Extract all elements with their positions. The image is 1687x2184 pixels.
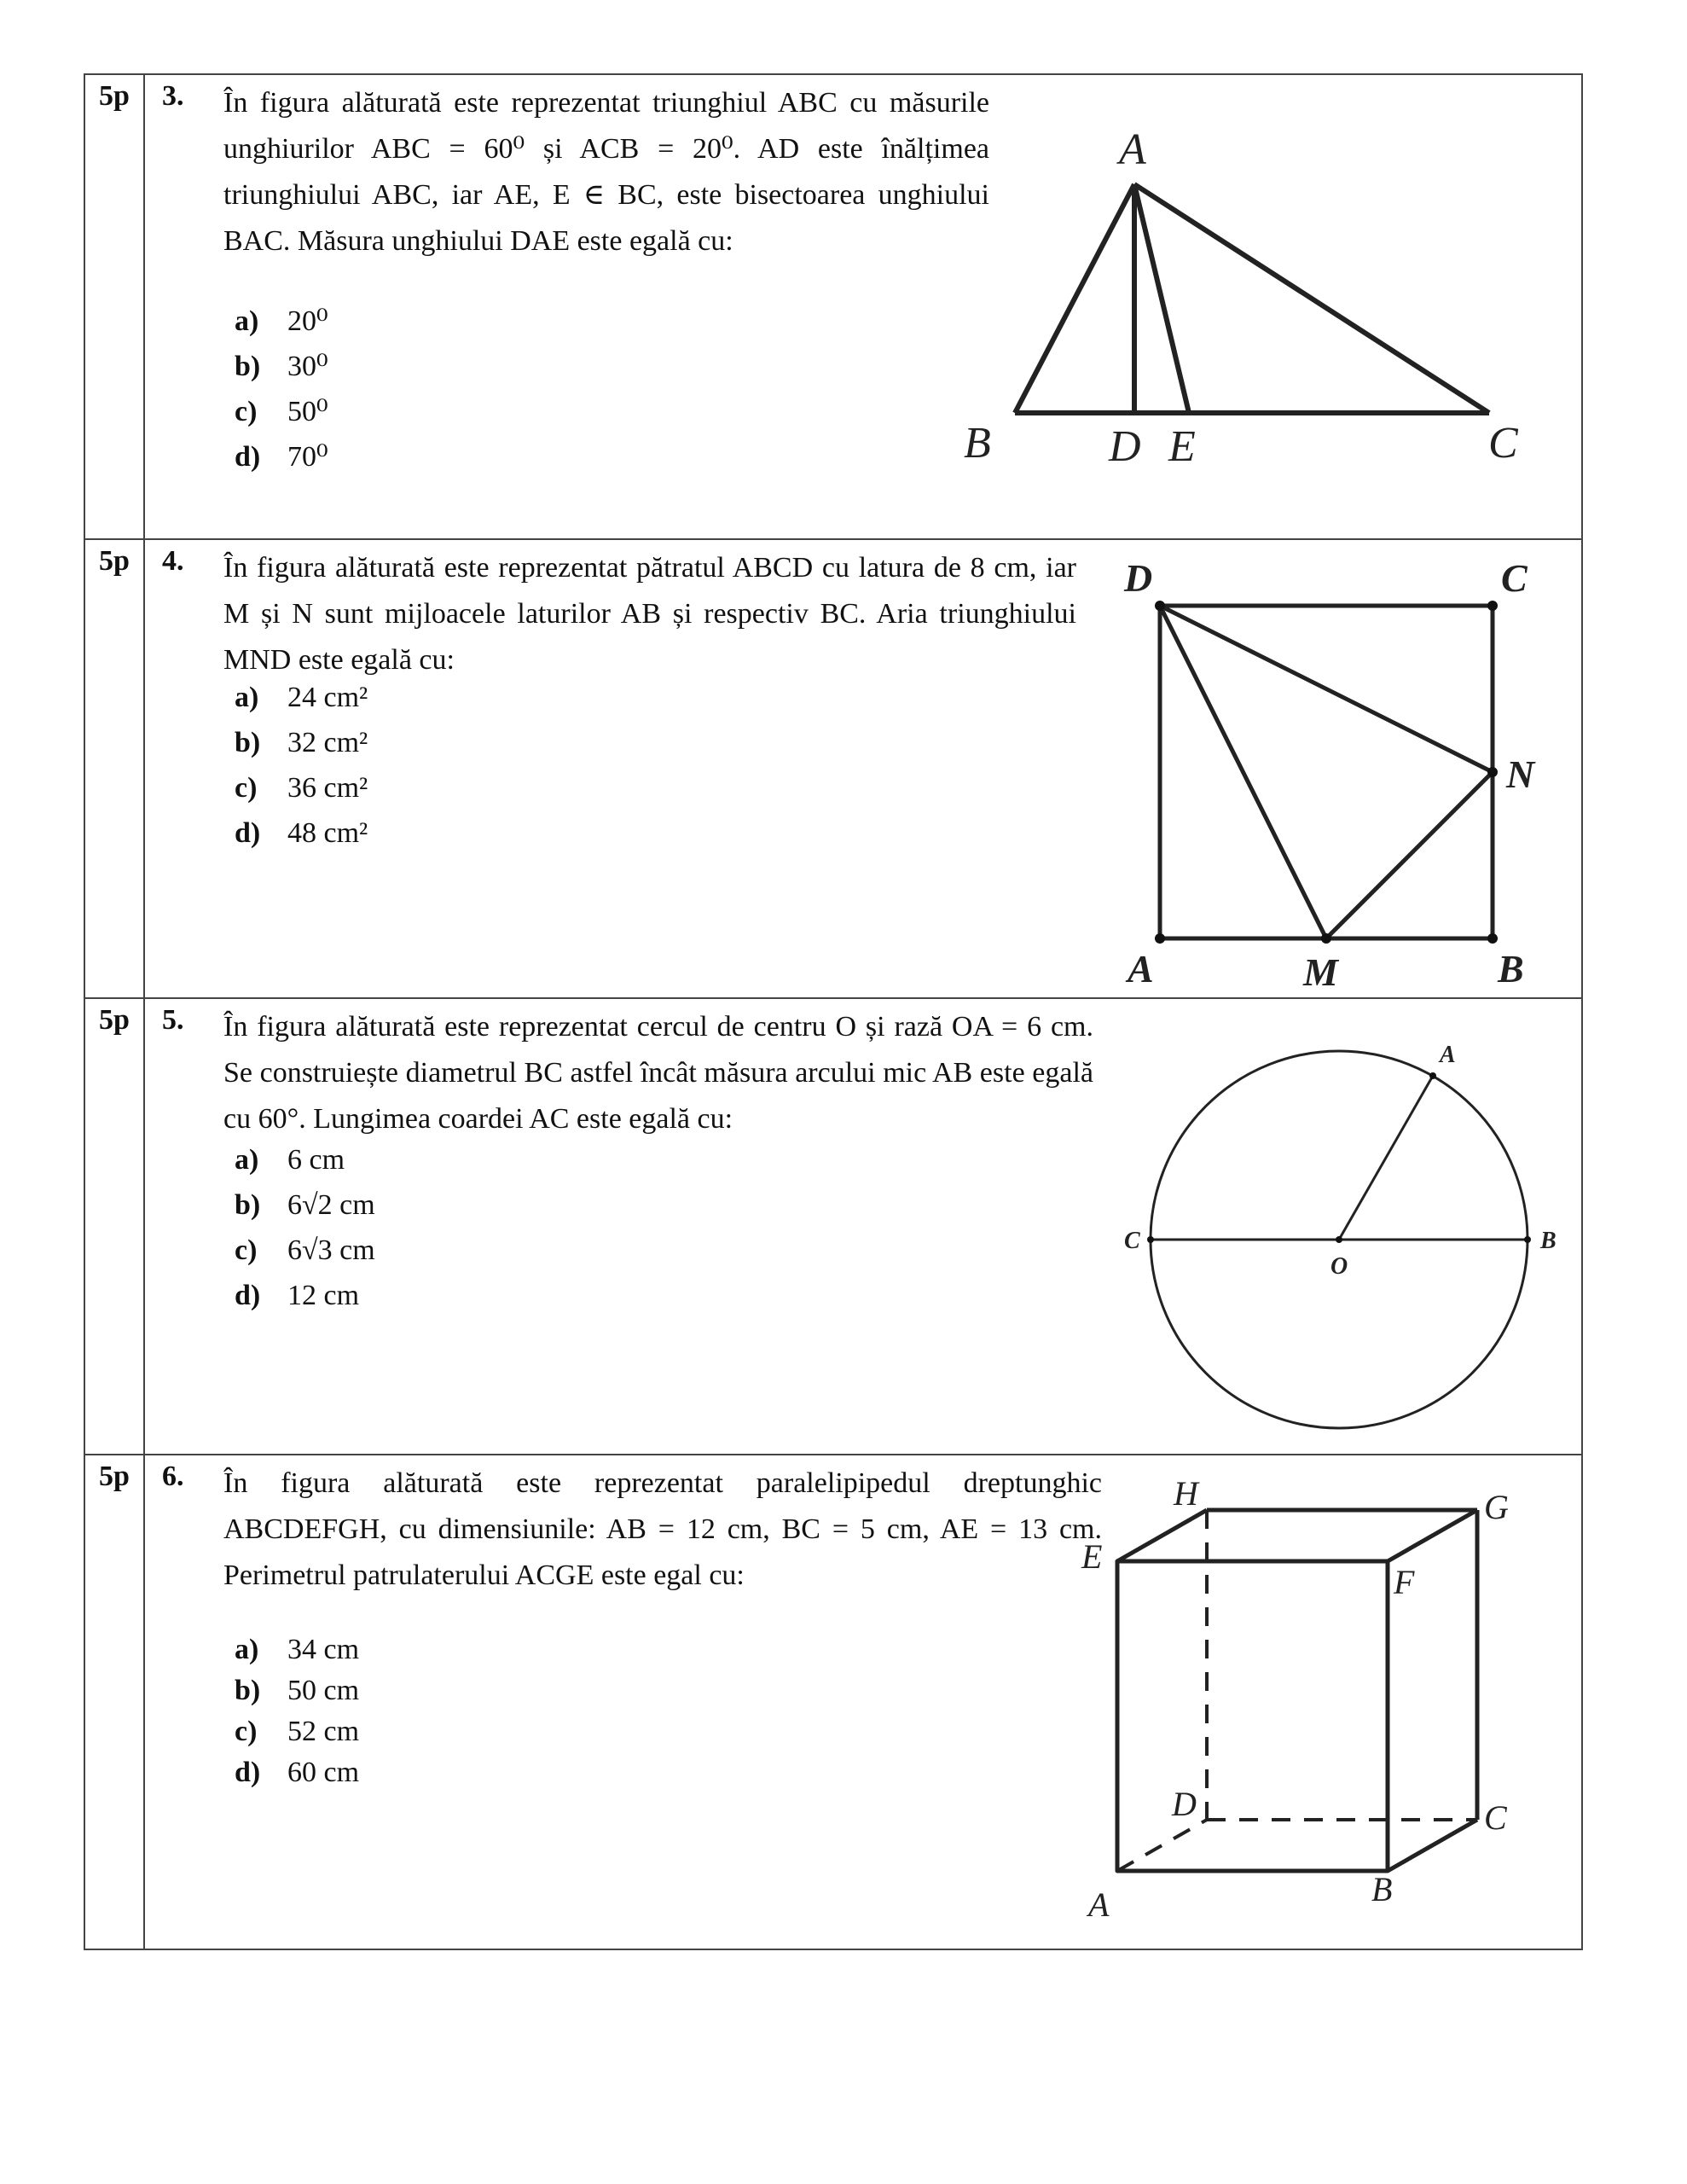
- vertex-label-E: E: [1168, 422, 1196, 471]
- answer-option[interactable]: c) 36 cm²: [235, 772, 368, 804]
- vertex-label-A: A: [1119, 125, 1146, 174]
- problem-statement: În figura alăturată este reprezentat cercul de centru O și rază OA = 6 cm. Se construiește diametrul BC astfel încât măsura arcului mic AB este egală cu 60°. Lungimea coardei AC este egală cu:: [223, 1011, 1093, 1135]
- vertex-label-G: G: [1484, 1488, 1509, 1526]
- problem-4-row: [85, 540, 1581, 999]
- vertex-label-C: C: [1501, 556, 1528, 600]
- problem-5-row: [85, 999, 1581, 1455]
- problem-number: 5.: [162, 1004, 184, 1036]
- vertex-label-D: D: [1109, 422, 1141, 471]
- problem-number: 4.: [162, 545, 184, 577]
- vertex-label-N: N: [1506, 752, 1535, 796]
- vertex-label-C: C: [1488, 419, 1518, 468]
- answer-option[interactable]: b) 6√2 cm: [235, 1189, 375, 1221]
- answer-option[interactable]: b) 32 cm²: [235, 727, 368, 758]
- answer-option[interactable]: b) 30⁰: [235, 351, 328, 382]
- center-label-O: O: [1330, 1253, 1348, 1280]
- answer-option[interactable]: a) 34 cm: [235, 1634, 360, 1665]
- problem-6-row: [85, 1455, 1581, 1950]
- answer-option[interactable]: a) 24 cm²: [235, 682, 368, 713]
- points-cell: 5p: [85, 540, 145, 997]
- answer-option[interactable]: d) 70⁰: [235, 441, 328, 473]
- point-label-C: C: [1124, 1228, 1140, 1254]
- circle-figure: [85, 999, 1581, 1455]
- answer-option[interactable]: b) 50 cm: [235, 1675, 360, 1706]
- points-cell: 5p: [85, 75, 145, 538]
- vertex-label-D: D: [1172, 1785, 1197, 1823]
- vertex-label-A: A: [1128, 947, 1154, 990]
- vertex-label-F: F: [1394, 1563, 1415, 1601]
- point-label-A: A: [1440, 1042, 1456, 1068]
- problem-number: 3.: [162, 80, 184, 112]
- point-label-B: B: [1540, 1228, 1557, 1254]
- answer-option[interactable]: a) 20⁰: [235, 305, 328, 337]
- vertex-label-D: D: [1124, 556, 1153, 600]
- vertex-label-B: B: [1498, 947, 1524, 990]
- answer-option[interactable]: d) 48 cm²: [235, 817, 368, 849]
- square-figure: [85, 540, 1581, 999]
- problem-statement: În figura alăturată este reprezentat paralelipipedul dreptunghic ABCDEFGH, cu dimensiunile: AB = 12 cm, BC = 5 cm, AE = 13 cm. Perimetrul patrulaterului ACGE este egal cu:: [223, 1467, 1102, 1591]
- answer-option[interactable]: c) 52 cm: [235, 1716, 360, 1747]
- answer-option[interactable]: c) 6√3 cm: [235, 1234, 375, 1266]
- answer-option[interactable]: c) 50⁰: [235, 396, 328, 427]
- answer-option[interactable]: a) 6 cm: [235, 1144, 345, 1176]
- vertex-label-C: C: [1484, 1798, 1507, 1837]
- triangle-figure: [85, 75, 1581, 540]
- vertex-label-B: B: [964, 419, 991, 468]
- points-cell: 5p: [85, 999, 145, 1454]
- vertex-label-H: H: [1174, 1474, 1198, 1513]
- cuboid-figure: [85, 1455, 1581, 1950]
- answer-option[interactable]: d) 60 cm: [235, 1757, 360, 1788]
- problem-statement: În figura alăturată este reprezentat pătratul ABCD cu latura de 8 cm, iar M și N sunt mijloacele laturilor AB și respectiv BC. Aria triunghiului MND este egală cu:: [223, 552, 1076, 676]
- points-cell: 5p: [85, 1455, 145, 1949]
- vertex-label-A: A: [1088, 1885, 1110, 1924]
- problem-3-row: [85, 75, 1581, 540]
- vertex-label-B: B: [1371, 1870, 1393, 1908]
- vertex-label-E: E: [1081, 1537, 1103, 1576]
- vertex-label-M: M: [1303, 950, 1338, 994]
- answer-option[interactable]: d) 12 cm: [235, 1280, 360, 1311]
- problem-number: 6.: [162, 1461, 184, 1492]
- problem-statement: În figura alăturată este reprezentat triunghiul ABC cu măsurile unghiurilor ABC = 60⁰ și ACB = 20⁰. AD este înălțimea triunghiului ABC, iar AE, E ∈ BC, este bisectoarea unghiului BAC. Măsura unghiului DAE este egală cu:: [223, 87, 989, 257]
- problems-table: [84, 73, 1583, 1950]
